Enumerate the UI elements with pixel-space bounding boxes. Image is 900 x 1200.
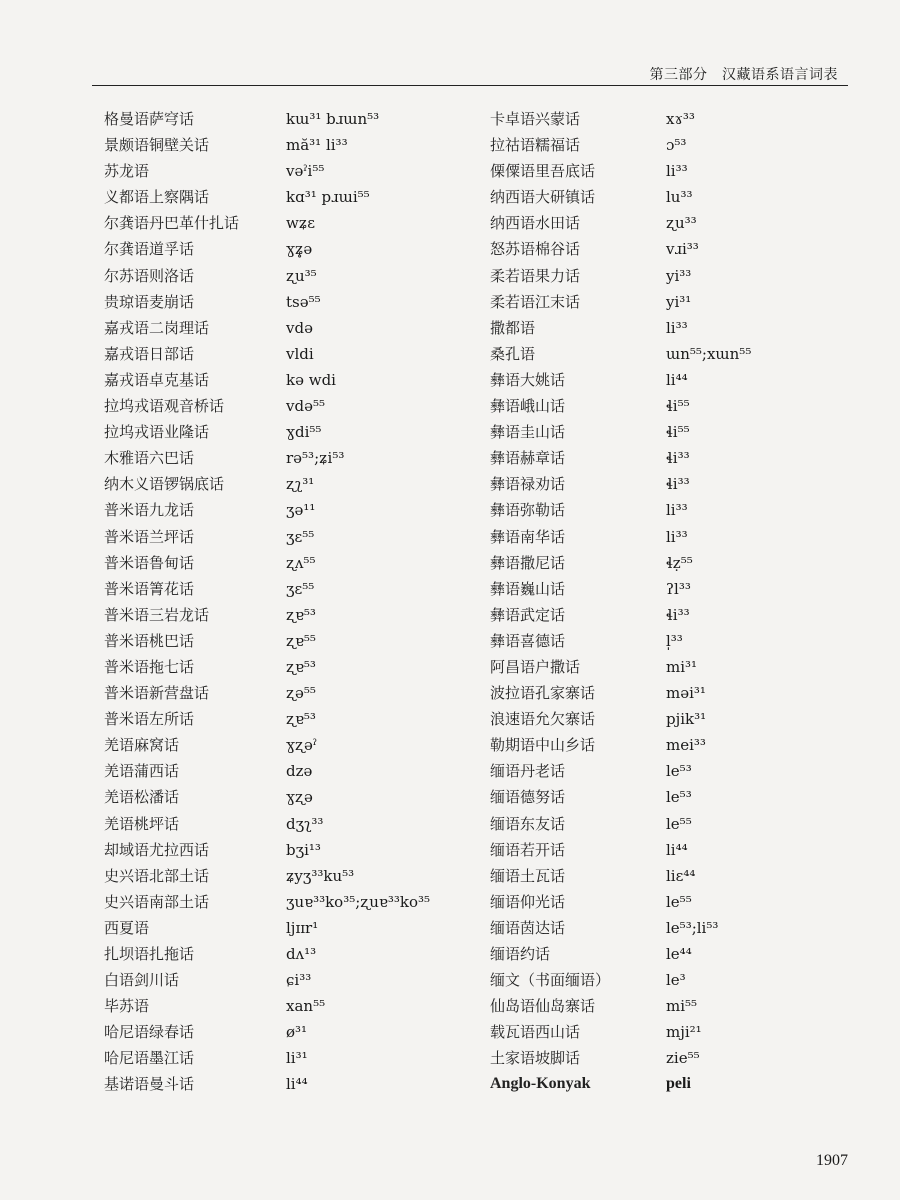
language-name: 羌语桃坪话 [104,814,180,833]
language-name: 白语剑川话 [104,971,180,990]
word-entry-row [104,106,430,132]
word-form: ɯn⁵⁵;xɯn⁵⁵ [666,344,752,363]
language-name: 羌语蒲西话 [104,762,180,781]
language-name: 卡卓语兴蒙话 [490,110,581,128]
language-name: 彝语圭山话 [490,423,566,442]
language-name: 普米语拖七话 [104,657,195,676]
word-entry-row [490,863,751,889]
word-form: li³³ [666,318,688,337]
word-entry-row [104,289,430,315]
word-form: dʒʅ³³ [286,814,324,833]
language-name: 拉坞戎语业隆话 [104,423,210,442]
language-name: 土家语坡脚话 [490,1049,581,1068]
language-name: 扎坝语扎拖话 [104,945,195,963]
word-form: ɬi³³ [666,475,690,494]
page-number: 1907 [816,1152,848,1169]
word-entry-row [490,341,751,367]
language-name: 缅语仰光话 [490,892,566,911]
word-entry-row [104,863,430,889]
language-name: 拉祜语糯福话 [490,136,581,155]
word-form: kɑ³¹ pɹɯi⁵⁵ [286,188,370,207]
word-entry-row [104,784,430,810]
language-name: 景颇语铜壁关话 [104,136,210,155]
word-entry-row [490,915,751,941]
word-form: tsə⁵⁵ [286,292,321,311]
language-name: 缅语东友话 [490,814,566,833]
language-name: 纳西语大研镇话 [490,188,596,207]
language-name: 缅语土瓦话 [490,866,566,885]
word-entry-row [104,236,430,262]
language-name: 纳西语水田话 [490,214,581,233]
word-form: pjik³¹ [666,710,707,729]
language-name: 怒苏语棉谷话 [490,240,581,259]
word-entry-row [104,550,430,576]
language-name: 彝语赫章话 [490,449,566,468]
language-name: 缅文（书面缅语） [490,971,611,990]
word-entry-row [104,497,430,523]
left-column [104,106,430,1098]
language-name: 毕苏语 [104,997,150,1016]
word-form: ɬi³³ [666,449,690,468]
word-form: ʐʅ³¹ [286,475,315,494]
word-entry-row [104,706,430,732]
word-entry-row [104,967,430,993]
language-name: 却域语尤拉西话 [104,840,210,859]
word-form: ʒuɐ³³ko³⁵;ʐuɐ³³ko³⁵ [286,892,431,911]
language-name: 普米语九龙话 [104,501,195,520]
word-entry-row [104,158,430,184]
language-name: 尔龚语道孚话 [104,240,195,259]
word-entry-row [104,419,430,445]
word-form: le⁴⁴ [666,945,692,963]
word-form: ɣdi⁵⁵ [286,423,322,442]
word-form: rə⁵³;ʑi⁵³ [286,449,345,468]
word-entry-row [104,837,430,863]
language-name: 普米语左所话 [104,710,195,729]
language-name: 史兴语北部土话 [104,866,210,885]
word-entry-row [104,1071,430,1097]
word-form: ɬi⁵⁵ [666,423,690,442]
word-form: ʔl³³ [666,579,691,598]
word-entry-row [104,524,430,550]
word-entry-row [104,471,430,497]
word-entry-row [490,628,751,654]
word-entry-row [490,680,751,706]
word-entry-row [490,837,751,863]
word-form: ʐu³⁵ [286,266,317,285]
word-entry-row [104,315,430,341]
word-form: yi³¹ [666,292,692,311]
language-name: 彝语武定话 [490,605,566,624]
word-entry-row [104,263,430,289]
language-name: 桑孔语 [490,344,536,363]
word-entry-row [490,184,751,210]
language-name: 彝语南华话 [490,527,566,546]
word-form: li³¹ [286,1049,308,1068]
word-entry-row [490,889,751,915]
word-form: le⁵³ [666,762,692,781]
word-entry-row [490,732,751,758]
word-entry-row [490,132,751,158]
language-name: 载瓦语西山话 [490,1023,581,1042]
word-entry-row [104,993,430,1019]
word-entry-row [104,576,430,602]
language-name: 哈尼语绿春话 [104,1023,195,1042]
word-form: ʒə¹¹ [286,501,316,520]
language-name: 贵琼语麦崩话 [104,292,195,311]
language-name: 浪速语允欠寨话 [490,710,596,729]
word-entry-row [490,315,751,341]
word-form: ʐɐ⁵³ [286,657,316,676]
word-entry-row [104,445,430,471]
word-form: ɣʐə [286,788,313,807]
language-name: 阿昌语户撒话 [490,657,581,676]
word-form: ʐɐ⁵⁵ [286,631,316,650]
language-name: 缅语德努话 [490,788,566,807]
language-name: 羌语麻窝话 [104,736,180,755]
word-form: l̩³³ [666,631,683,650]
word-form: ʑyʒ³³ku⁵³ [286,866,355,885]
word-form: dzə [286,762,313,781]
word-entry-row [104,811,430,837]
word-entry-row [490,784,751,810]
language-name: 彝语峨山话 [490,397,566,416]
word-form: yi³³ [666,266,692,285]
word-entry-row [490,289,751,315]
word-form: ʐɐ⁵³ [286,605,316,624]
word-form: peli [666,1075,691,1093]
language-name: 史兴语南部土话 [104,892,210,911]
word-form: li³³ [666,162,688,181]
word-form: vəˀi⁵⁵ [286,162,325,181]
language-name: 普米语兰坪话 [104,527,195,546]
word-entry-row [104,210,430,236]
language-name: 傈僳语里吾底话 [490,162,596,181]
language-name: 西夏语 [104,918,150,937]
word-form: xan⁵⁵ [286,997,326,1016]
word-entry-row [104,132,430,158]
language-name: 普米语鲁甸话 [104,553,195,572]
word-form: vldi [286,344,314,363]
word-entry-row [490,471,751,497]
language-name: 彝语大姚话 [490,370,566,389]
language-name: 嘉戎语二岗理话 [104,318,210,337]
word-form: ɣʑ̥ə [286,240,313,259]
word-form: dʌ¹³ [286,945,317,963]
word-form: li⁴⁴ [286,1075,308,1094]
word-entry-row [104,341,430,367]
word-form: li³³ [666,527,688,546]
language-name: 普米语三岩龙话 [104,605,210,624]
language-name: 普米语新营盘话 [104,684,210,703]
word-form: ɕi³³ [286,971,312,990]
language-name: 嘉戎语卓克基话 [104,370,210,389]
word-form: le³ [666,971,686,990]
language-name: 尔龚语丹巴革什扎话 [104,214,240,233]
language-name: 缅语若开话 [490,840,566,859]
word-entry-row [490,758,751,784]
word-form: vdə [286,318,313,337]
language-name: 纳木义语锣锅底话 [104,475,225,494]
word-entry-row [490,654,751,680]
language-name: 尔苏语则洛话 [104,266,195,285]
word-entry-row [490,941,751,967]
word-entry-row [490,811,751,837]
word-entry-row [104,941,430,967]
language-name: 仙岛语仙岛寨话 [490,997,596,1016]
language-name: 缅语约话 [490,945,551,963]
word-entry-row [490,602,751,628]
word-entry-row [104,628,430,654]
word-form: xɤ³³ [666,110,695,128]
word-form: zie⁵⁵ [666,1049,700,1068]
word-form: ø³¹ [286,1023,308,1042]
word-form: vdə⁵⁵ [286,397,325,416]
language-name: 义都语上察隅话 [104,188,210,207]
word-form: ɬẓ⁵⁵ [666,553,693,572]
word-form: vɹi³³ [666,240,699,259]
word-form: kɯ³¹ bɹɯn⁵³ [286,110,380,128]
right-column [490,106,751,1098]
word-entry-row [490,550,751,576]
word-entry-row [104,367,430,393]
language-name: 基诺语曼斗话 [104,1075,195,1094]
word-form: le⁵⁵ [666,814,692,833]
language-name: Anglo-Konyak [490,1075,591,1093]
language-name: 彝语弥勒话 [490,501,566,520]
word-form: li⁴⁴ [666,840,688,859]
word-form: ʐu³³ [666,214,697,233]
word-entry-row [490,236,751,262]
language-name: 彝语禄劝话 [490,475,566,494]
word-entry-row [104,654,430,680]
word-entry-row [490,1019,751,1045]
word-form: lu³³ [666,188,693,207]
word-form: bʒi¹³ [286,840,321,859]
word-entry-row [490,576,751,602]
word-entry-row [490,419,751,445]
language-name: 嘉戎语日部话 [104,344,195,363]
word-entry-row [490,393,751,419]
language-name: 哈尼语墨江话 [104,1049,195,1068]
word-entry-row [490,210,751,236]
word-form: ɬi³³ [666,605,690,624]
word-form: ʐə⁵⁵ [286,684,316,703]
language-name: 彝语撒尼话 [490,553,566,572]
word-entry-row [490,1045,751,1071]
word-entry-row [490,706,751,732]
language-name: 缅语丹老话 [490,762,566,781]
language-name: 撒都语 [490,318,536,337]
word-form: le⁵⁵ [666,892,692,911]
word-entry-row [490,524,751,550]
word-entry-row [490,367,751,393]
language-name: 格曼语萨穹话 [104,110,195,128]
word-entry-row [104,184,430,210]
word-entry-row [490,263,751,289]
word-form: ʐɐ⁵³ [286,710,316,729]
word-form: ljɪɪr¹ [286,918,319,937]
word-form: mă³¹ li³³ [286,136,348,155]
word-entry-row [104,732,430,758]
word-entry-row [104,758,430,784]
word-form: le⁵³;li⁵³ [666,918,719,937]
word-entry-row [490,497,751,523]
word-form: ɣʐəˀ [286,736,318,755]
word-form: kə wdi [286,370,336,389]
running-header: 第三部分 汉藏语系语言词表 [649,67,838,83]
word-form: ʒɛ⁵⁵ [286,527,315,546]
word-entry-row [490,445,751,471]
word-entry-row [490,158,751,184]
language-name: 木雅语六巴话 [104,449,195,468]
word-entry-row [104,1019,430,1045]
language-name: 缅语茵达话 [490,918,566,937]
language-name: 普米语箐花话 [104,579,195,598]
language-name: 彝语巍山话 [490,579,566,598]
word-entry-row [104,1045,430,1071]
language-name: 彝语喜德话 [490,631,566,650]
word-entry-row [490,1071,751,1097]
word-form: ɔ⁵³ [666,136,687,155]
word-entry-row [104,889,430,915]
word-form: mi⁵⁵ [666,997,698,1016]
word-form: li⁴⁴ [666,370,688,389]
word-form: mi³¹ [666,657,698,676]
word-entry-row [490,106,751,132]
header-rule [92,85,848,86]
word-entry-row [490,993,751,1019]
language-name: 普米语桃巴话 [104,631,195,650]
word-form: le⁵³ [666,788,692,807]
word-form: ʒɛ⁵⁵ [286,579,315,598]
word-form: mji²¹ [666,1023,702,1042]
word-form: li³³ [666,501,688,520]
word-form: ɬi⁵⁵ [666,397,690,416]
word-form: liɛ⁴⁴ [666,866,696,885]
language-name: 柔若语果力话 [490,266,581,285]
language-name: 波拉语孔家寨话 [490,684,596,703]
word-entry-row [490,967,751,993]
language-name: 羌语松潘话 [104,788,180,807]
word-form: mei³³ [666,736,706,755]
word-form: wʑɛ [286,214,316,233]
word-entry-row [104,680,430,706]
language-name: 柔若语江末话 [490,292,581,311]
word-form: məi³¹ [666,684,706,703]
language-name: 苏龙语 [104,162,150,181]
word-form: ʐʌ⁵⁵ [286,553,316,572]
word-entry-row [104,915,430,941]
language-name: 拉坞戎语观音桥话 [104,397,225,416]
word-entry-row [104,602,430,628]
language-name: 勒期语中山乡话 [490,736,596,755]
word-entry-row [104,393,430,419]
